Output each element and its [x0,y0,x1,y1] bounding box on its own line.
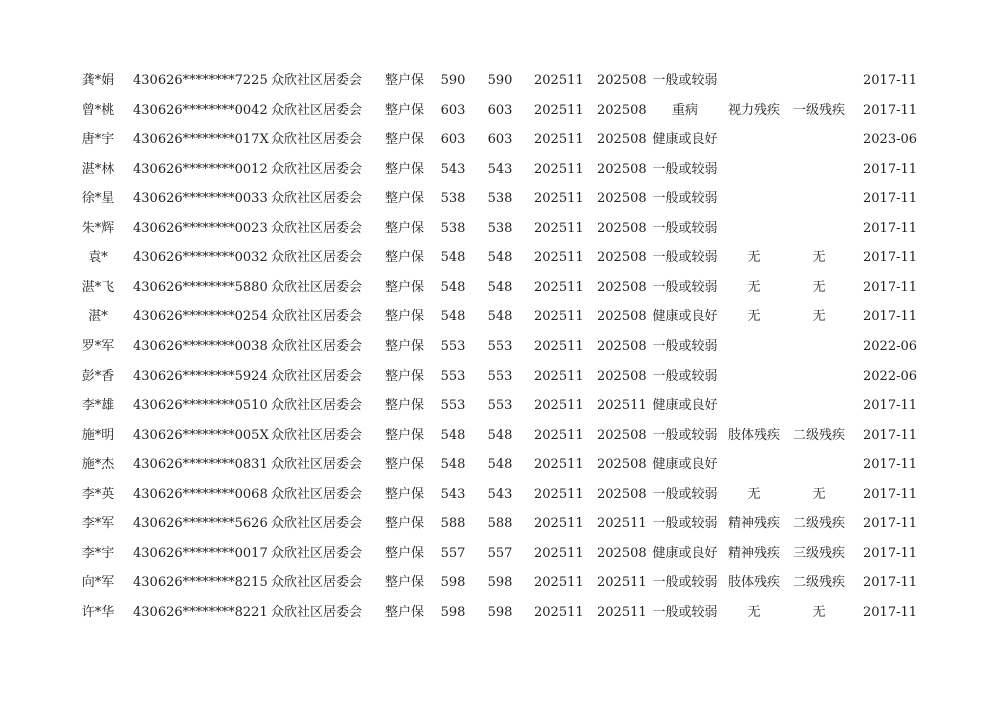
enroll-date-cell: 2023-06 [863,132,918,148]
enroll-date-cell: 2017-11 [863,73,918,88]
organization-cell: 众欣社区居委会 [271,102,363,118]
health-status-cell: 健康或良好 [652,398,718,414]
person-name-cell: 彭*香 [81,368,115,384]
period-end-cell: 202511 [597,516,647,532]
health-status-cell: 一般或较弱 [652,191,718,207]
amount-cell: 598 [440,575,466,591]
enroll-date-cell: 2017-11 [863,457,918,473]
enroll-date-cell: 2017-11 [863,279,918,295]
health-status-cell: 一般或较弱 [652,250,718,266]
period-start-cell: 202511 [534,604,584,620]
amount-secondary-cell: 548 [487,427,513,443]
table-row [0,362,1000,392]
table-row [0,509,1000,539]
disability-type-cell: 肢体残疾 [727,427,780,443]
amount-secondary-cell: 603 [487,132,513,148]
disability-level-cell: 无 [812,309,826,325]
health-status-cell: 健康或良好 [652,545,718,561]
assistance-type-cell: 整户保 [385,368,425,384]
amount-secondary-cell: 598 [487,604,513,620]
period-start-cell: 202511 [534,73,584,88]
organization-cell: 众欣社区居委会 [271,545,363,561]
assistance-type-cell: 整户保 [385,398,425,414]
period-end-cell: 202508 [597,486,647,502]
table-row [0,96,1000,126]
enroll-date-cell: 2017-11 [863,191,918,207]
amount-cell: 538 [440,220,466,236]
amount-cell: 543 [440,486,466,502]
period-end-cell: 202508 [597,73,647,88]
assistance-type-cell: 整户保 [385,309,425,325]
amount-cell: 590 [440,73,466,88]
table-row [0,125,1000,155]
organization-cell: 众欣社区居委会 [271,516,363,532]
amount-secondary-cell: 557 [487,545,513,561]
id-number-cell: 430626********8221 [133,604,268,620]
amount-cell: 553 [440,338,466,354]
amount-cell: 588 [440,516,466,532]
amount-secondary-cell: 543 [487,161,513,177]
table-row [0,273,1000,303]
assistance-type-cell: 整户保 [385,486,425,502]
person-name-cell: 湛*飞 [81,279,115,295]
period-start-cell: 202511 [534,427,584,443]
health-status-cell: 一般或较弱 [652,220,718,236]
period-end-cell: 202508 [597,427,647,443]
organization-cell: 众欣社区居委会 [271,132,363,148]
organization-cell: 众欣社区居委会 [271,279,363,295]
amount-cell: 553 [440,368,466,384]
amount-secondary-cell: 590 [487,73,513,88]
amount-cell: 548 [440,279,466,295]
organization-cell: 众欣社区居委会 [271,73,363,88]
table-row [0,450,1000,480]
person-name-cell: 李*英 [81,486,115,502]
assistance-type-cell: 整户保 [385,545,425,561]
organization-cell: 众欣社区居委会 [271,309,363,325]
assistance-type-cell: 整户保 [385,102,425,118]
health-status-cell: 一般或较弱 [652,73,718,88]
period-start-cell: 202511 [534,338,584,354]
amount-cell: 548 [440,457,466,473]
table-row [0,421,1000,451]
disability-level-cell: 无 [812,486,826,502]
id-number-cell: 430626********5880 [133,279,268,295]
amount-cell: 548 [440,427,466,443]
disability-type-cell: 无 [747,486,761,502]
person-name-cell: 向*军 [81,575,115,591]
period-start-cell: 202511 [534,368,584,384]
health-status-cell: 一般或较弱 [652,427,718,443]
organization-cell: 众欣社区居委会 [271,161,363,177]
enroll-date-cell: 2022-06 [863,368,918,384]
health-status-cell: 重病 [671,102,698,118]
period-end-cell: 202508 [597,279,647,295]
assistance-type-cell: 整户保 [385,427,425,443]
period-start-cell: 202511 [534,220,584,236]
amount-secondary-cell: 538 [487,191,513,207]
disability-type-cell: 无 [747,279,761,295]
amount-cell: 603 [440,132,466,148]
table-row [0,568,1000,598]
amount-cell: 598 [440,604,466,620]
period-end-cell: 202508 [597,457,647,473]
amount-cell: 603 [440,102,466,118]
person-name-cell: 湛*林 [81,161,115,177]
amount-secondary-cell: 548 [487,250,513,266]
organization-cell: 众欣社区居委会 [271,368,363,384]
disability-type-cell: 无 [747,604,761,620]
health-status-cell: 一般或较弱 [652,368,718,384]
id-number-cell: 430626********0017 [133,545,268,561]
organization-cell: 众欣社区居委会 [271,398,363,414]
period-end-cell: 202511 [597,575,647,591]
person-name-cell: 徐*星 [81,191,115,207]
period-start-cell: 202511 [534,309,584,325]
table-row [0,598,1000,628]
assistance-type-cell: 整户保 [385,604,425,620]
id-number-cell: 430626********0012 [133,161,268,177]
health-status-cell: 一般或较弱 [652,161,718,177]
assistance-type-cell: 整户保 [385,191,425,207]
period-start-cell: 202511 [534,398,584,414]
table-row [0,480,1000,510]
table-row [0,66,1000,96]
table-row [0,332,1000,362]
disability-type-cell: 精神残疾 [727,545,780,561]
id-number-cell: 430626********017X [133,132,269,148]
organization-cell: 众欣社区居委会 [271,604,363,620]
person-name-cell: 罗*军 [81,338,115,354]
enroll-date-cell: 2017-11 [863,575,918,591]
assistance-type-cell: 整户保 [385,132,425,148]
person-name-cell: 袁* [88,250,108,266]
period-end-cell: 202508 [597,161,647,177]
amount-cell: 548 [440,250,466,266]
health-status-cell: 一般或较弱 [652,338,718,354]
period-start-cell: 202511 [534,516,584,532]
id-number-cell: 430626********7225 [133,73,268,88]
id-number-cell: 430626********005X [133,427,269,443]
health-status-cell: 一般或较弱 [652,486,718,502]
period-end-cell: 202508 [597,545,647,561]
person-name-cell: 李*宇 [81,545,115,561]
organization-cell: 众欣社区居委会 [271,250,363,266]
organization-cell: 众欣社区居委会 [271,457,363,473]
period-start-cell: 202511 [534,132,584,148]
table-row [0,391,1000,421]
amount-secondary-cell: 553 [487,368,513,384]
person-name-cell: 李*军 [81,516,115,532]
health-status-cell: 一般或较弱 [652,604,718,620]
id-number-cell: 430626********0068 [133,486,268,502]
enroll-date-cell: 2017-11 [863,161,918,177]
table-row [0,539,1000,569]
table-row [0,243,1000,273]
amount-secondary-cell: 548 [487,279,513,295]
enroll-date-cell: 2022-06 [863,338,918,354]
disability-level-cell: 一级残疾 [792,102,845,118]
organization-cell: 众欣社区居委会 [271,486,363,502]
amount-cell: 548 [440,309,466,325]
person-name-cell: 施*杰 [81,457,115,473]
period-start-cell: 202511 [534,457,584,473]
disability-level-cell: 二级残疾 [792,427,845,443]
assistance-type-cell: 整户保 [385,457,425,473]
period-start-cell: 202511 [534,250,584,266]
period-end-cell: 202508 [597,250,647,266]
id-number-cell: 430626********0254 [133,309,268,325]
amount-cell: 543 [440,161,466,177]
disability-type-cell: 肢体残疾 [727,575,780,591]
assistance-type-cell: 整户保 [385,161,425,177]
disability-level-cell: 二级残疾 [792,575,845,591]
amount-secondary-cell: 543 [487,486,513,502]
disability-type-cell: 精神残疾 [727,516,780,532]
amount-secondary-cell: 538 [487,220,513,236]
period-start-cell: 202511 [534,486,584,502]
assistance-type-cell: 整户保 [385,279,425,295]
amount-secondary-cell: 598 [487,575,513,591]
table-row [0,155,1000,185]
period-end-cell: 202511 [597,604,647,620]
organization-cell: 众欣社区居委会 [271,338,363,354]
assistance-type-cell: 整户保 [385,516,425,532]
period-start-cell: 202511 [534,191,584,207]
amount-cell: 538 [440,191,466,207]
amount-secondary-cell: 553 [487,338,513,354]
person-name-cell: 许*华 [81,604,115,620]
id-number-cell: 430626********0510 [133,398,268,414]
health-status-cell: 一般或较弱 [652,279,718,295]
period-end-cell: 202508 [597,309,647,325]
period-end-cell: 202508 [597,220,647,236]
enroll-date-cell: 2017-11 [863,102,918,118]
id-number-cell: 430626********5924 [133,368,268,384]
person-name-cell: 曾*桃 [81,102,115,118]
assistance-type-cell: 整户保 [385,220,425,236]
assistance-type-cell: 整户保 [385,250,425,266]
period-end-cell: 202508 [597,102,647,118]
period-end-cell: 202508 [597,132,647,148]
amount-secondary-cell: 548 [487,309,513,325]
disability-type-cell: 无 [747,250,761,266]
enroll-date-cell: 2017-11 [863,545,918,561]
health-status-cell: 一般或较弱 [652,516,718,532]
id-number-cell: 430626********0038 [133,338,268,354]
assistance-type-cell: 整户保 [385,338,425,354]
id-number-cell: 430626********0831 [133,457,268,473]
enroll-date-cell: 2017-11 [863,427,918,443]
enroll-date-cell: 2017-11 [863,604,918,620]
amount-cell: 553 [440,398,466,414]
person-name-cell: 唐*宇 [81,132,115,148]
health-status-cell: 一般或较弱 [652,575,718,591]
id-number-cell: 430626********5626 [133,516,268,532]
period-start-cell: 202511 [534,161,584,177]
amount-secondary-cell: 548 [487,457,513,473]
disability-level-cell: 无 [812,604,826,620]
amount-secondary-cell: 603 [487,102,513,118]
organization-cell: 众欣社区居委会 [271,575,363,591]
disability-level-cell: 无 [812,250,826,266]
enroll-date-cell: 2017-11 [863,516,918,532]
id-number-cell: 430626********0023 [133,220,268,236]
enroll-date-cell: 2017-11 [863,250,918,266]
organization-cell: 众欣社区居委会 [271,427,363,443]
disability-type-cell: 视力残疾 [727,102,780,118]
amount-cell: 557 [440,545,466,561]
enroll-date-cell: 2017-11 [863,309,918,325]
period-end-cell: 202511 [597,398,647,414]
period-start-cell: 202511 [534,102,584,118]
table-row [0,214,1000,244]
organization-cell: 众欣社区居委会 [271,220,363,236]
health-status-cell: 健康或良好 [652,132,718,148]
health-status-cell: 健康或良好 [652,457,718,473]
id-number-cell: 430626********8215 [133,575,268,591]
period-end-cell: 202508 [597,191,647,207]
period-start-cell: 202511 [534,545,584,561]
period-end-cell: 202508 [597,338,647,354]
period-end-cell: 202508 [597,368,647,384]
table-row [0,302,1000,332]
period-start-cell: 202511 [534,575,584,591]
assistance-type-cell: 整户保 [385,73,425,88]
person-name-cell: 龚*娟 [81,73,115,88]
person-name-cell: 朱*辉 [81,220,115,236]
enroll-date-cell: 2017-11 [863,220,918,236]
period-start-cell: 202511 [534,279,584,295]
person-name-cell: 施*明 [81,427,115,443]
disability-level-cell: 三级残疾 [792,545,845,561]
amount-secondary-cell: 553 [487,398,513,414]
id-number-cell: 430626********0042 [133,102,268,118]
table-row [0,184,1000,214]
person-name-cell: 湛* [88,309,108,325]
id-number-cell: 430626********0033 [133,191,268,207]
enroll-date-cell: 2017-11 [863,398,918,414]
person-name-cell: 李*雄 [81,398,115,414]
disability-level-cell: 无 [812,279,826,295]
enroll-date-cell: 2017-11 [863,486,918,502]
disability-type-cell: 无 [747,309,761,325]
organization-cell: 众欣社区居委会 [271,191,363,207]
assistance-type-cell: 整户保 [385,575,425,591]
health-status-cell: 健康或良好 [652,309,718,325]
amount-secondary-cell: 588 [487,516,513,532]
id-number-cell: 430626********0032 [133,250,268,266]
disability-level-cell: 二级残疾 [792,516,845,532]
